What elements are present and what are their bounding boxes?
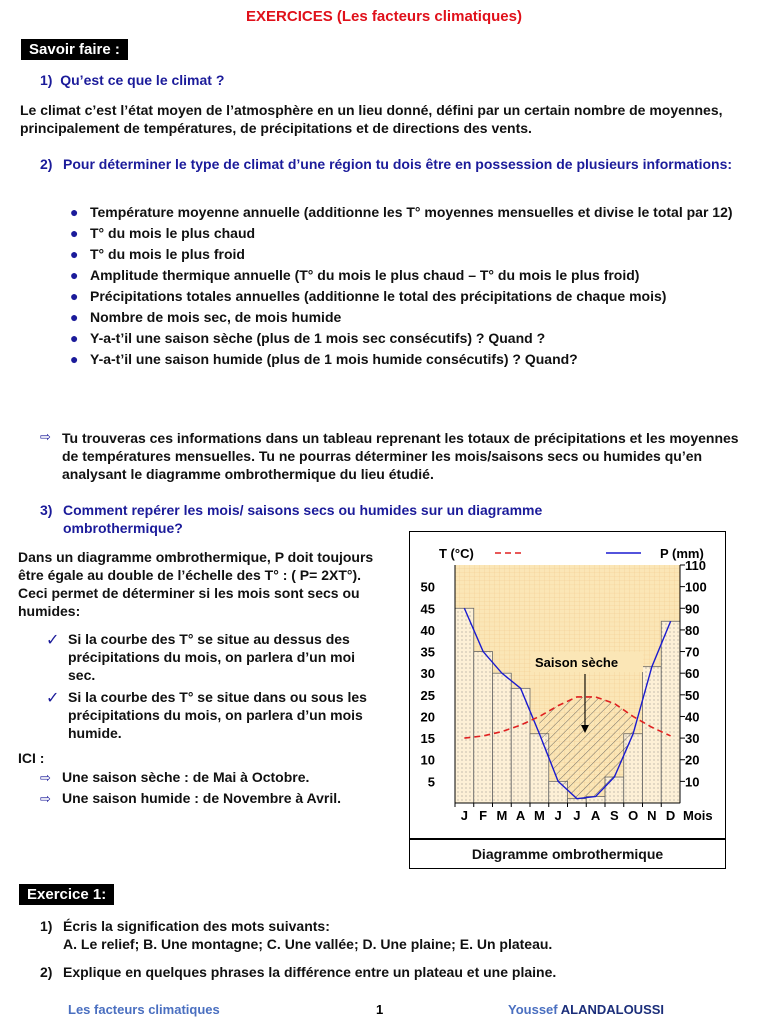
exercise-item-text: Écris la signification des mots suivants: bbox=[63, 918, 330, 934]
y-tick-label-temperature: 25 bbox=[420, 687, 435, 703]
exercise-item-text: Explique en quelques phrases la différence entre un plateau et une plaine. bbox=[63, 964, 557, 980]
x-tick-label: N bbox=[647, 808, 657, 823]
check-list bbox=[46, 630, 380, 742]
y-tick-label-temperature: 15 bbox=[420, 731, 435, 747]
checkmark-icon: ✓ bbox=[46, 632, 60, 649]
y-tick-label-precipitation: 50 bbox=[685, 687, 700, 703]
answer-1: Le climat c’est l’état moyen de l’atmosphère en un lieu donné, défini par un certain nombre de moyennes, principalement de températures, de précipitations et de directions des vents. bbox=[20, 102, 723, 136]
bullet-icon: ● bbox=[70, 309, 79, 325]
list-item: ✓ Si la courbe des T° se situe dans ou sous les précipitations du mois, on parlera d’un mois humide. bbox=[46, 689, 367, 741]
y-tick-label-precipitation: 110 bbox=[685, 558, 706, 573]
ici-list bbox=[40, 767, 380, 809]
footer-left: Les facteurs climatiques bbox=[68, 1002, 220, 1017]
x-tick-label: A bbox=[590, 808, 601, 823]
question-3-text: Comment repérer les mois/ saisons secs ou humides sur un diagramme ombrothermique? bbox=[63, 502, 543, 536]
x-tick-label: F bbox=[479, 808, 488, 823]
info-note bbox=[40, 429, 740, 483]
y-tick-label-precipitation: 90 bbox=[685, 601, 700, 617]
y-tick-label-precipitation: 60 bbox=[685, 666, 700, 682]
y-tick-label-precipitation: 10 bbox=[685, 774, 700, 790]
bullet-icon: ● bbox=[70, 246, 79, 262]
precipitation-bar-pattern bbox=[643, 667, 662, 803]
bullet-icon: ● bbox=[70, 351, 79, 367]
bullet-icon: ● bbox=[70, 267, 79, 283]
ici-label: ICI : bbox=[18, 750, 45, 766]
question-3-number: 3) bbox=[40, 502, 53, 518]
page-title: EXERCICES (Les facteurs climatiques) bbox=[246, 8, 522, 25]
question-1-text: Qu’est ce que le climat ? bbox=[60, 72, 225, 88]
list-item: ● Amplitude thermique annuelle (T° du mois le plus chaud – T° du mois le plus froid) bbox=[62, 265, 742, 286]
y-tick-label-temperature: 10 bbox=[420, 752, 435, 768]
x-tick-label: O bbox=[628, 808, 639, 823]
y-tick-label-temperature: 35 bbox=[420, 644, 435, 660]
bullet-icon: ● bbox=[70, 225, 79, 241]
x-axis-unit-label: Mois bbox=[683, 808, 713, 823]
footer-page-number: 1 bbox=[376, 1002, 384, 1017]
y-tick-label-precipitation: 20 bbox=[685, 752, 700, 768]
y-tick-label-temperature: 45 bbox=[420, 601, 435, 617]
question-2-number: 2) bbox=[40, 156, 53, 172]
question-2-text: Pour déterminer le type de climat d’une région tu dois être en possession de plusieurs informations: bbox=[63, 156, 733, 172]
ombrothermic-chart bbox=[409, 531, 725, 837]
precipitation-axis-label: P (mm) bbox=[660, 546, 704, 561]
info-bullet-list bbox=[62, 202, 742, 370]
exercise-item-number: 1) bbox=[40, 918, 53, 934]
precipitation-bar-pattern bbox=[455, 608, 474, 803]
arrow-right-icon: ⇨ bbox=[40, 429, 51, 444]
checkmark-icon: ✓ bbox=[46, 690, 60, 707]
y-tick-label-precipitation: 100 bbox=[685, 579, 707, 595]
question-1-number: 1) bbox=[40, 72, 53, 88]
list-item: ● Y-a-t’il une saison sèche (plus de 1 mois sec consécutifs) ? Quand ? bbox=[62, 328, 742, 349]
arrow-right-icon: ⇨ bbox=[40, 770, 51, 785]
bullet-icon: ● bbox=[70, 330, 79, 346]
x-tick-label: M bbox=[533, 808, 545, 823]
temperature-axis-label: T (°C) bbox=[439, 546, 474, 561]
x-tick-label: J bbox=[460, 808, 468, 823]
list-item: ⇨ Une saison humide : de Novembre à Avril. bbox=[40, 788, 380, 809]
exercise-item-number: 2) bbox=[40, 964, 53, 980]
x-tick-label: D bbox=[665, 808, 676, 823]
x-tick-label: S bbox=[610, 808, 619, 823]
y-tick-label-precipitation: 40 bbox=[685, 709, 700, 725]
precipitation-bar-pattern bbox=[661, 621, 680, 803]
x-tick-label: A bbox=[515, 808, 526, 823]
y-tick-label-precipitation: 30 bbox=[685, 731, 700, 747]
y-tick-label-precipitation: 80 bbox=[685, 622, 700, 638]
question-2 bbox=[40, 155, 740, 173]
y-tick-label-temperature: 20 bbox=[420, 709, 435, 725]
diagram-intro: Dans un diagramme ombrothermique, P doit toujours être égale au double de l’échelle des T° : ( P= 2XT°). Ceci permet de déterminer si les mois sont secs ou humides: bbox=[18, 549, 374, 619]
y-tick-label-temperature: 40 bbox=[420, 622, 435, 638]
list-item bbox=[40, 917, 740, 953]
precipitation-bar-pattern bbox=[493, 673, 512, 803]
list-item bbox=[40, 963, 740, 981]
y-tick-label-temperature: 5 bbox=[427, 774, 435, 790]
arrow-right-icon: ⇨ bbox=[40, 791, 51, 806]
exercise-item-subtext: A. Le relief; B. Une montagne; C. Une vallée; D. Une plaine; E. Un plateau. bbox=[63, 936, 553, 952]
question-1 bbox=[40, 72, 224, 88]
y-tick-label-temperature: 50 bbox=[420, 579, 435, 595]
exercise-list bbox=[40, 917, 740, 981]
y-tick-label-temperature: 30 bbox=[420, 666, 435, 682]
x-tick-label: J bbox=[573, 808, 581, 823]
bullet-icon: ● bbox=[70, 288, 79, 304]
list-item: ⇨ Une saison sèche : de Mai à Octobre. bbox=[40, 767, 380, 788]
precipitation-bar-pattern bbox=[474, 652, 493, 803]
x-tick-label: M bbox=[496, 808, 508, 823]
x-tick-label: J bbox=[554, 808, 562, 823]
footer-author: Youssef ALANDALOUSSI bbox=[508, 1002, 665, 1017]
list-item: ✓ Si la courbe des T° se situe au dessus des précipitations du mois, on parlera d’un moi sec. bbox=[46, 631, 356, 683]
list-item: ● Précipitations totales annuelles (additionne le total des précipitations de chaque mois) bbox=[62, 286, 742, 307]
section-tag-exercice-1: Exercice 1: bbox=[19, 884, 114, 905]
list-item: ● Température moyenne annuelle (additionne les T° moyennes mensuelles et divise le total par 12) bbox=[62, 202, 742, 223]
list-item: ● T° du mois le plus froid bbox=[62, 244, 742, 265]
bullet-icon: ● bbox=[70, 204, 79, 220]
dry-season-annotation: Saison sèche bbox=[535, 655, 619, 670]
list-item: ● T° du mois le plus chaud bbox=[62, 223, 742, 244]
y-tick-label-precipitation: 70 bbox=[685, 644, 700, 660]
list-item: ● Y-a-t’il une saison humide (plus de 1 mois humide consécutifs) ? Quand? bbox=[62, 349, 742, 370]
info-note-text: Tu trouveras ces informations dans un tableau reprenant les totaux de précipitations et les moyennes de températures mensuelles. Tu ne pourras déterminer les mois/saisons secs ou humides qu’en analysant le diagramme ombrothermique du lieu étudié. bbox=[62, 430, 739, 482]
list-item: ● Nombre de mois sec, de mois humide bbox=[62, 307, 742, 328]
chart-caption: Diagramme ombrothermique bbox=[409, 839, 726, 869]
section-tag-savoir-faire: Savoir faire : bbox=[21, 39, 128, 60]
